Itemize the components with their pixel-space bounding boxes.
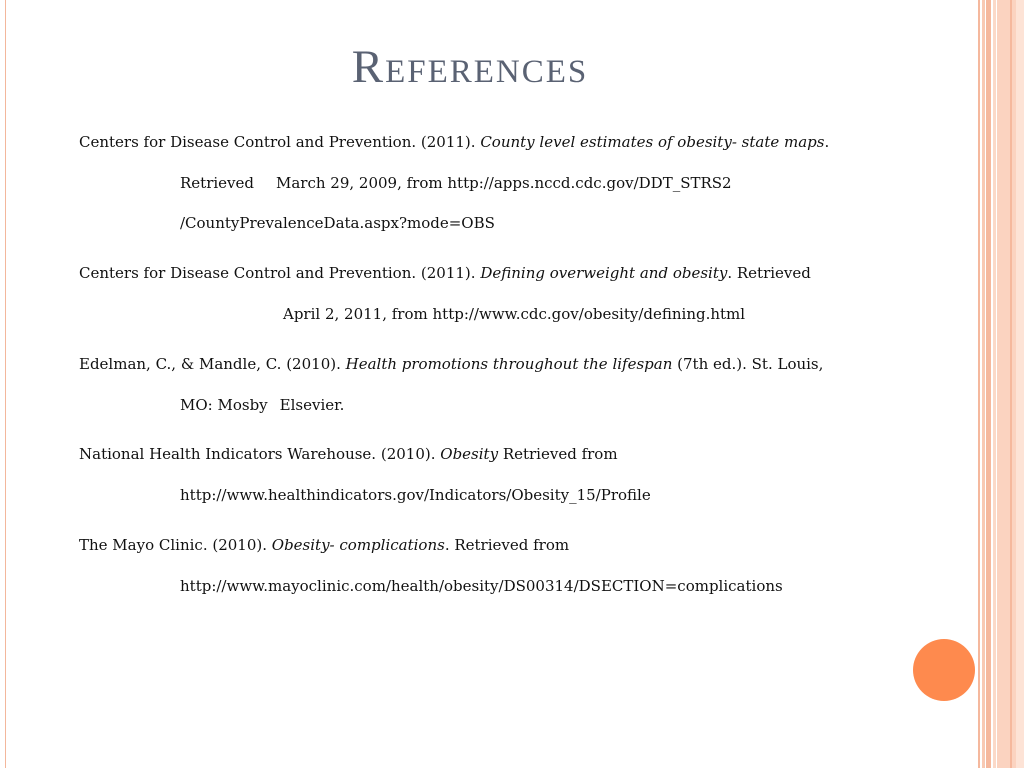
right-stripe	[993, 0, 996, 768]
reference-publisher-location: MO: Mosby	[180, 396, 268, 414]
reference-suffix: . Retrieved	[727, 264, 811, 282]
reference-2-line-1	[79, 264, 811, 282]
reference-5-line-1	[79, 536, 569, 554]
reference-4-line-2: http://www.healthindicators.gov/Indicators/Obesity_15/Profile	[180, 486, 651, 504]
reference-1-line-3: /CountyPrevalenceData.aspx?mode=OBS	[180, 214, 495, 232]
left-border-line	[5, 0, 6, 768]
reference-5-line-2: http://www.mayoclinic.com/health/obesity/DS00314/DSECTION=complications	[180, 577, 783, 595]
reference-4-line-1	[79, 445, 618, 463]
right-stripe	[982, 0, 985, 768]
reference-suffix: . Retrieved from	[444, 536, 570, 554]
right-stripe	[1016, 0, 1024, 768]
reference-title: Defining overweight and obesity	[480, 264, 728, 282]
right-stripe	[978, 0, 980, 768]
right-stripe	[986, 0, 991, 768]
reference-title: Obesity- complications	[271, 536, 445, 554]
reference-publisher: Elsevier.	[279, 396, 345, 414]
reference-1-line-2	[180, 174, 732, 192]
reference-3-line-1	[79, 355, 823, 373]
reference-suffix: (7th ed.). St. Louis,	[672, 355, 824, 373]
reference-title: Health promotions throughout the lifespan	[345, 355, 673, 373]
reference-suffix: Retrieved from	[498, 445, 618, 463]
reference-title: County level estimates of obesity- state maps	[480, 133, 825, 151]
orange-circle-decoration	[913, 639, 975, 701]
reference-2-line-2: April 2, 2011, from http://www.cdc.gov/obesity/defining.html	[283, 305, 746, 323]
reference-author: The Mayo Clinic. (2010).	[79, 536, 272, 554]
slide-title: References	[351, 41, 589, 93]
reference-title: Obesity	[440, 445, 499, 463]
reference-author: Centers for Disease Control and Prevention. (2011).	[79, 133, 481, 151]
right-stripe	[1010, 0, 1012, 768]
reference-author: Centers for Disease Control and Prevention. (2011).	[79, 264, 481, 282]
reference-suffix: .	[824, 133, 830, 151]
reference-date-url: March 29, 2009, from http://apps.nccd.cdc.gov/DDT_STRS2	[276, 174, 732, 192]
reference-1-line-1	[79, 133, 829, 151]
reference-3-line-2	[180, 396, 344, 414]
reference-author: Edelman, C., & Mandle, C. (2010).	[79, 355, 346, 373]
reference-author: National Health Indicators Warehouse. (2010).	[79, 445, 441, 463]
reference-retrieved: Retrieved	[180, 174, 254, 192]
